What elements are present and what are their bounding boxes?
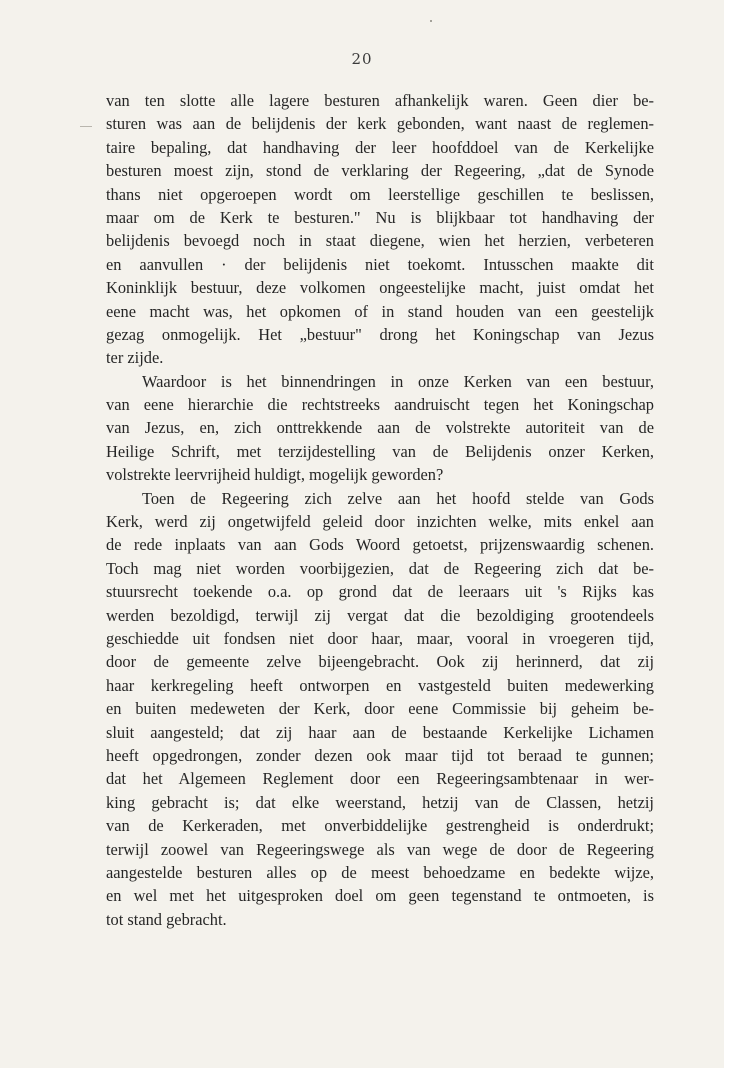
text-line: gezag onmogelijk. Het „bestuur" drong het Koningschap van Jezus [106, 324, 654, 344]
text-line: sluit aangesteld; dat zij haar aan de bestaande Kerkelijke Lichamen [106, 722, 654, 742]
text-line: heeft opgedrongen, zonder dezen ook maar tijd tot beraad te gunnen; [106, 745, 654, 765]
text-line: van eene hierarchie die rechtstreeks aandruischt tegen het Koningschap [106, 395, 654, 415]
text-line: door de gemeente zelve bijeengebracht. Ook zij herinnerd, dat zij [106, 652, 654, 672]
text-line: maar om de Kerk te besturen." Nu is blijkbaar tot handhaving der [106, 207, 654, 227]
text-line: Kerk, werd zij ongetwijfeld geleid door inzichten welke, mits enkel aan [106, 512, 654, 532]
text-line: van de Kerkeraden, met onverbiddelijke gestrengheid is onderdrukt; [106, 816, 654, 836]
text-line: aangestelde besturen alles op de meest behoedzame en bedekte wijze, [106, 862, 654, 882]
text-line: eene macht was, het opkomen of in stand houden van een geestelijk [106, 301, 654, 321]
text-line: volstrekte leervrijheid huldigt, mogelijk geworden? [106, 465, 444, 485]
margin-mark [80, 126, 92, 127]
text-line: van ten slotte alle lagere besturen afhankelijk waren. Geen dier be- [106, 91, 654, 110]
text-line: Waardoor is het binnendringen in onze Kerken van een bestuur, [142, 371, 654, 391]
text-line: de rede inplaats van aan Gods Woord getoetst, prijzenswaardig schenen. [106, 535, 654, 555]
text-line: Koninklijk bestuur, deze volkomen ongeestelijke macht, juist omdat het [106, 278, 654, 298]
text-line: thans niet opgeroepen wordt om leerstellige geschillen te beslissen, [106, 184, 654, 204]
text-line: haar kerkregeling heeft ontworpen en vastgesteld buiten medewerking [106, 675, 654, 695]
text-line: king gebracht is; dat elke weerstand, hetzij van de Classen, hetzij [106, 792, 654, 812]
text-line: dat het Algemeen Reglement door een Regeeringsambtenaar in wer- [106, 769, 654, 789]
text-line: en aanvullen · der belijdenis niet toekomt. Intusschen maakte dit [106, 254, 654, 274]
text-line: tot stand gebracht. [106, 909, 227, 929]
text-line: geschiedde uit fondsen niet door haar, maar, vooral in vroegeren tijd, [106, 628, 654, 648]
text-line: besturen moest zijn, stond de verklaring der Regeering, „dat de Synode [106, 161, 654, 181]
text-line: taire bepaling, dat handhaving der leer hoofddoel van de Kerkelijke [106, 137, 654, 157]
text-line: Heilige Schrift, met terzijdestelling van de Belijdenis onzer Kerken, [106, 441, 654, 461]
text-line: en wel met het uitgesproken doel om geen tegenstand te ontmoeten, is [106, 886, 654, 906]
text-line: stuursrecht toekende o.a. op grond dat de leeraars uit 's Rijks kas [106, 582, 654, 602]
text-line: en buiten medeweten der Kerk, door eene Commissie bij geheim be- [106, 699, 654, 719]
body-text [106, 89, 654, 931]
text-line: terwijl zoowel van Regeeringswege als van wege de door de Regeering [106, 839, 654, 859]
text-line: ter zijde. [106, 348, 164, 368]
text-line: werden bezoldigd, terwijl zij vergat dat die bezoldiging grootendeels [106, 605, 654, 625]
page-number: 20 [351, 50, 373, 68]
text-line: Toen de Regeering zich zelve aan het hoofd stelde van Gods [142, 488, 654, 508]
text-line: sturen was aan de belijdenis der kerk gebonden, want naast de reglemen- [106, 114, 654, 134]
text-line: Toch mag niet worden voorbijgezien, dat de Regeering zich dat be- [106, 558, 654, 578]
text-line: belijdenis bevoegd noch in staat diegene, wien het herzien, verbeteren [106, 231, 654, 251]
text-line: van Jezus, en, zich onttrekkende aan de volstrekte autoriteit van de [106, 418, 654, 438]
scan-border [724, 0, 738, 1068]
scan-speck [430, 20, 432, 22]
